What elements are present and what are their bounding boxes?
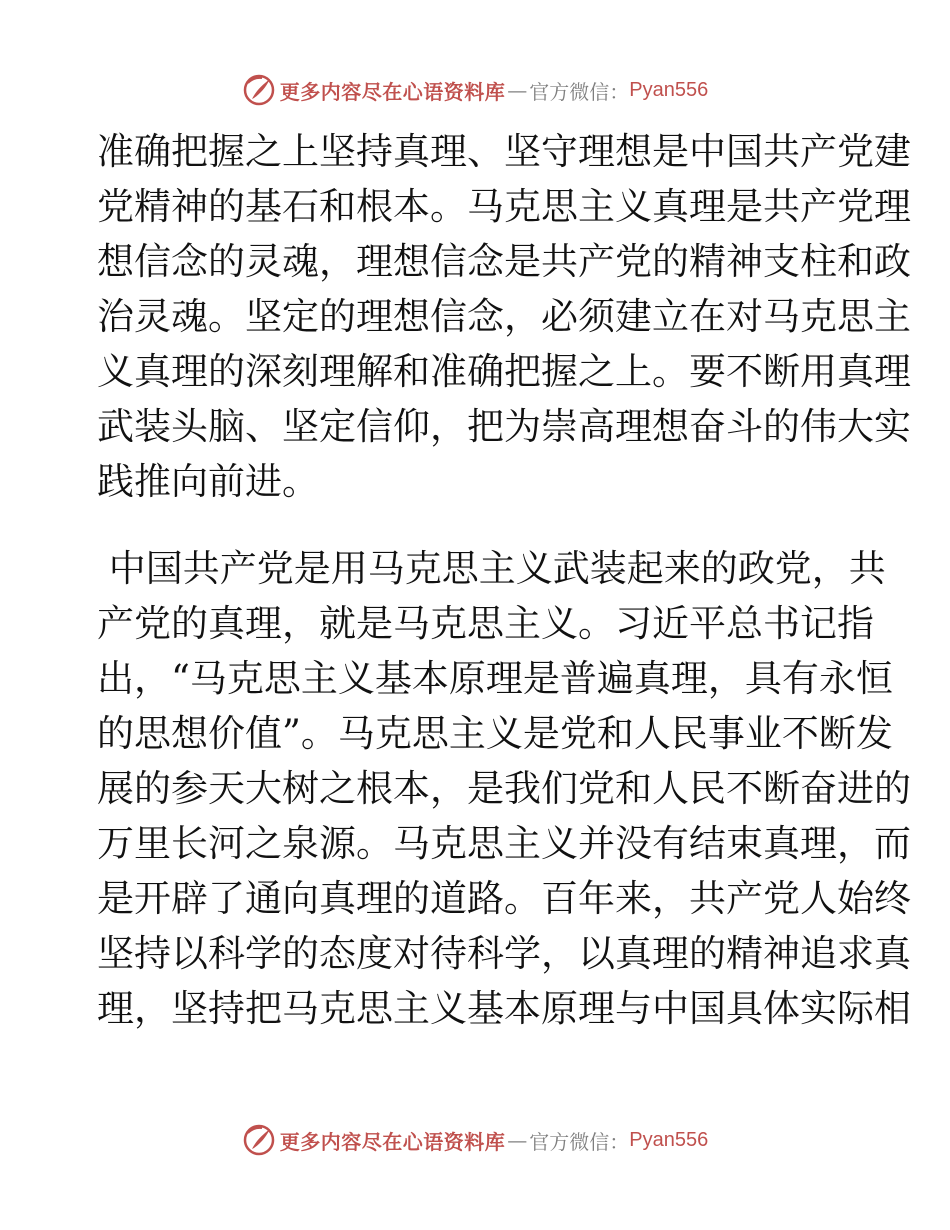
document-body (97, 124, 911, 1036)
text-line: 展的参天大树之根本，是我们党和人民不断奋进的 (97, 767, 911, 810)
text-line: 是开辟了通向真理的道路。百年来，共产党人始终 (97, 877, 911, 920)
header-wechat-label: 官方微信： (529, 79, 630, 104)
quill-pen-logo-icon (242, 1123, 276, 1157)
text-line: 出，“马克思主义基本原理是普遍真理，具有永恒 (97, 657, 893, 700)
footer-wechat-id: Pyan556 (629, 1128, 709, 1151)
text-line: 坚持以科学的态度对待科学，以真理的精神追求真 (97, 932, 911, 975)
text-line: 中国共产党是用马克思主义武装起来的政党，共 (97, 547, 886, 590)
text-line: 治灵魂。坚定的理想信念，必须建立在对马克思主 (97, 295, 911, 338)
paragraph-gap (97, 509, 853, 541)
text-line: 武装头脑、坚定信仰，把为崇高理想奋斗的伟大实 (97, 405, 911, 448)
quill-pen-logo-icon (242, 73, 276, 107)
text-line: 理，坚持把马克思主义基本原理与中国具体实际相 (97, 987, 911, 1030)
text-line: 的思想价值”。马克思主义是党和人民事业不断发 (97, 712, 893, 755)
text-line: 党精神的基石和根本。马克思主义真理是共产党理 (97, 185, 911, 228)
paragraph-2 (97, 541, 911, 1036)
text-line: 产党的真理，就是马克思主义。习近平总书记指 (97, 602, 874, 645)
header-banner (0, 70, 950, 110)
text-line: 万里长河之泉源。马克思主义并没有结束真理，而 (97, 822, 911, 865)
header-dash: — (507, 78, 528, 102)
paragraph-1 (97, 124, 911, 509)
text-line: 践推向前进。 (97, 460, 319, 503)
footer-slogan: 更多内容尽在心语资料库 (279, 1129, 506, 1154)
text-line: 想信念的灵魂，理想信念是共产党的精神支柱和政 (97, 240, 911, 283)
header-wechat-id: Pyan556 (629, 78, 709, 101)
footer-dash: — (507, 1128, 528, 1152)
footer-wechat-label: 官方微信： (529, 1129, 630, 1154)
text-line: 准确把握之上坚持真理、坚守理想是中国共产党建 (97, 130, 911, 173)
header-slogan: 更多内容尽在心语资料库 (279, 79, 506, 104)
footer-banner (0, 1120, 950, 1160)
text-line: 义真理的深刻理解和准确把握之上。要不断用真理 (97, 350, 911, 393)
